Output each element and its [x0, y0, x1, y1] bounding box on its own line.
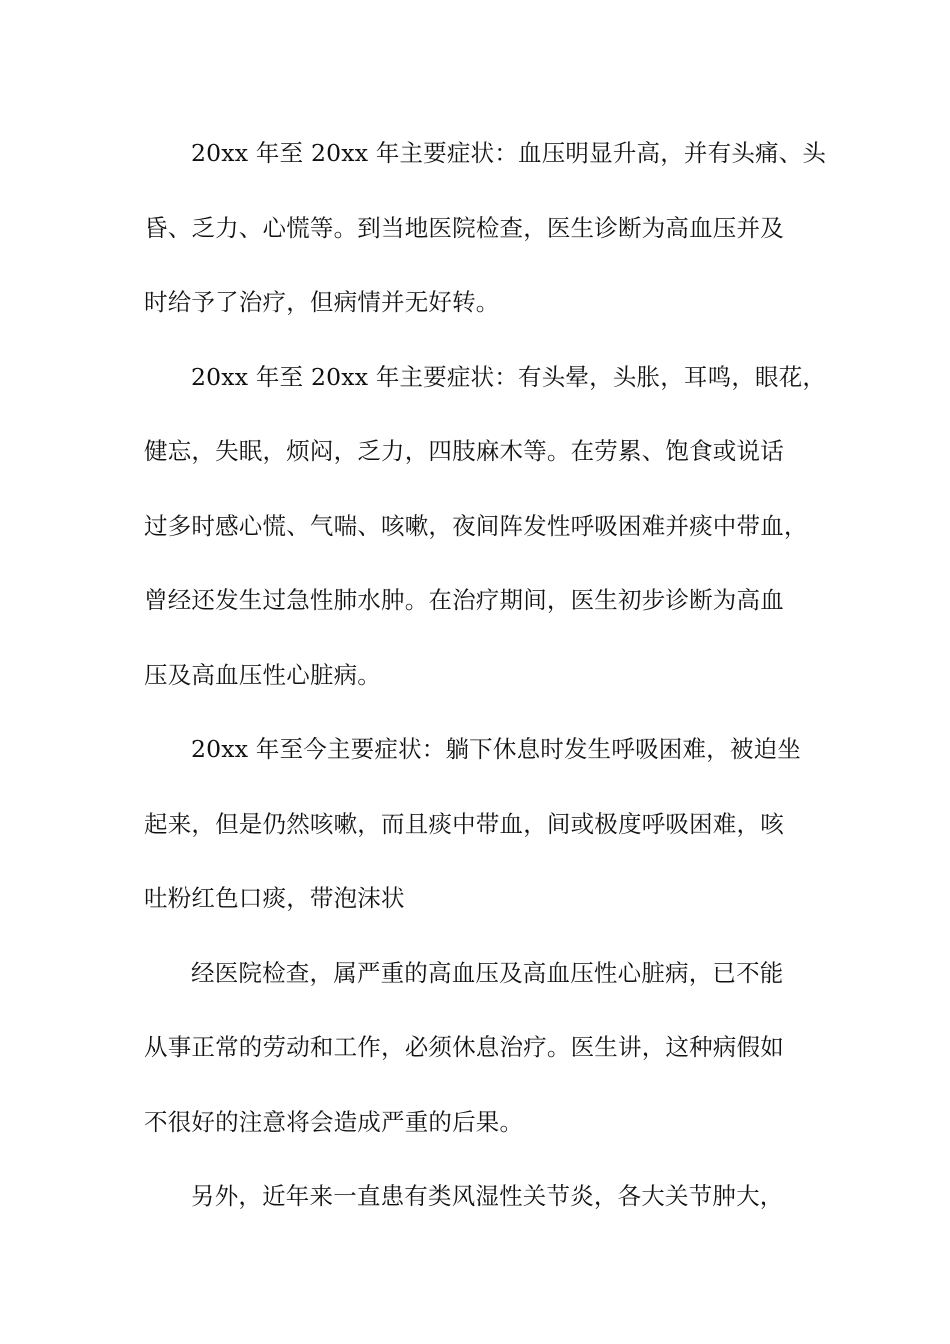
- paragraph-line: 健忘，失眠，烦闷，乏力，四肢麻木等。在劳累、饱食或说话: [144, 437, 784, 465]
- paragraph-line: 昏、乏力、心慌等。到当地医院检查，医生诊断为高血压并及: [144, 213, 784, 242]
- paragraph-3: [144, 712, 806, 936]
- paragraph-5: [144, 1159, 806, 1234]
- paragraph-4: [144, 936, 806, 1160]
- paragraph-line: 曾经还发生过急性肺水肿。在治疗期间，医生初步诊断为高血: [144, 586, 784, 614]
- paragraph-line: 20xx 年至 20xx 年主要症状：有头晕，头胀，耳鸣，眼花，: [191, 362, 827, 391]
- paragraph-line: 从事正常的劳动和工作，必须休息治疗。医生讲，这种病假如: [144, 1033, 784, 1061]
- paragraph-line: 20xx 年至 20xx 年主要症状：血压明显升高，并有头痛、头: [191, 139, 827, 167]
- paragraph-2: [144, 340, 827, 713]
- paragraph-line: 起来，但是仍然咳嗽，而且痰中带血，间或极度呼吸困难，咳: [144, 809, 784, 838]
- paragraph-1: [144, 116, 827, 340]
- paragraph-line: 压及高血压性心脏病。: [144, 660, 381, 689]
- paragraph-line: 另外，近年来一直患有类风湿性关节炎，各大关节肿大，: [191, 1182, 784, 1210]
- paragraph-line: 不很好的注意将会造成严重的后果。: [144, 1107, 524, 1136]
- paragraph-line: 过多时感心慌、气喘、咳嗽，夜间阵发性呼吸困难并痰中带血，: [144, 511, 808, 540]
- paragraph-line: 20xx 年至今主要症状：躺下休息时发生呼吸困难，被迫坐: [191, 735, 801, 763]
- paragraph-line: 经医院检查，属严重的高血压及高血压性心脏病，已不能: [191, 958, 784, 987]
- paragraph-line: 时给予了治疗，但病情并无好转。: [144, 288, 500, 316]
- paragraph-line: 吐粉红色口痰，带泡沫状: [144, 884, 405, 912]
